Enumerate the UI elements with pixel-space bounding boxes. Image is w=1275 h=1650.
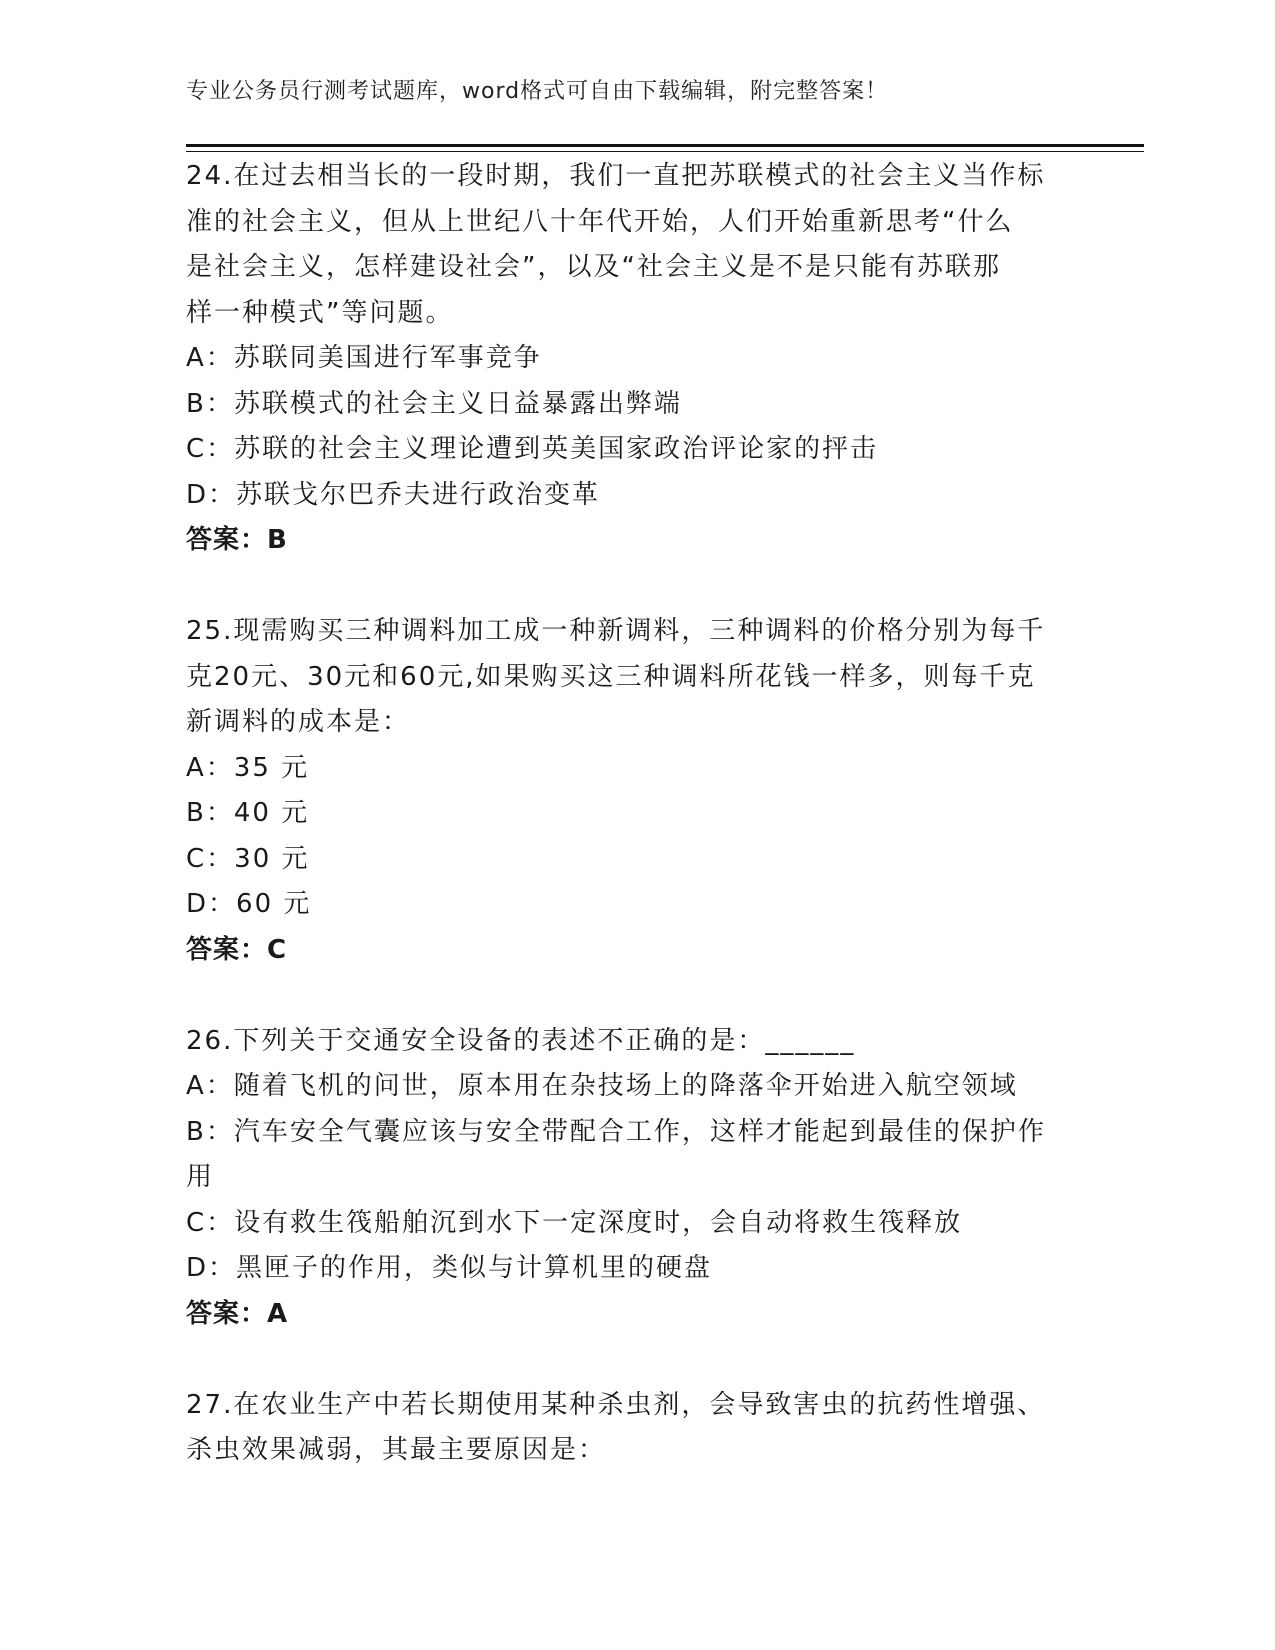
- option-a: A：35 元: [186, 752, 310, 783]
- option-b: B：苏联模式的社会主义日益暴露出弊端: [186, 388, 682, 419]
- option-d: D：苏联戈尔巴乔夫进行政治变革: [186, 479, 601, 510]
- question-24: [186, 154, 1066, 564]
- option-d: D：60 元: [186, 889, 312, 919]
- option-b: B：40 元: [186, 798, 310, 828]
- answer: 答案：C: [186, 934, 288, 965]
- question-stem-line: 准的社会主义，但从上世纪八十年代开始，人们开始重新思考“什么: [186, 206, 1014, 237]
- option-c: C：30 元: [186, 843, 310, 874]
- question-25: [186, 609, 1066, 973]
- header-rule-thin: [186, 151, 1144, 152]
- option-b: B：汽车安全气囊应该与安全带配合工作，这样才能起到最佳的保护作: [186, 1116, 1046, 1147]
- option-c: C：设有救生筏船舶沉到水下一定深度时，会自动将救生筏释放: [186, 1207, 963, 1238]
- question-stem-line: 克20元、30元和60元,如果购买这三种调料所花钱一样多，则每千克: [186, 661, 1036, 692]
- header-rule-thick: [186, 144, 1144, 147]
- answer: 答案：B: [186, 525, 288, 555]
- question-stem-line: 新调料的成本是：: [186, 707, 411, 737]
- question-stem-line: 是社会主义，怎样建设社会”，以及“社会主义是不是只能有苏联那: [186, 252, 1001, 282]
- question-stem-line: 24.在过去相当长的一段时期，我们一直把苏联模式的社会主义当作标: [186, 161, 1046, 191]
- question-stem-line: 样一种模式”等问题。: [186, 297, 454, 328]
- page-header: 专业公务员行测考试题库，word格式可自由下载编辑，附完整答案！: [186, 79, 889, 104]
- option-d: D：黑匣子的作用，类似与计算机里的硬盘: [186, 1253, 713, 1283]
- question-list: [186, 154, 1066, 1474]
- question-27: [186, 1383, 1066, 1474]
- option-a: A：苏联同美国进行军事竞争: [186, 343, 542, 373]
- question-stem-line: 杀虫效果减弱，其最主要原因是：: [186, 1435, 607, 1465]
- question-stem-line: 27.在农业生产中若长期使用某种杀虫剂，会导致害虫的抗药性增强、: [186, 1389, 1046, 1420]
- answer: 答案：A: [186, 1298, 289, 1329]
- question-26: [186, 1019, 1066, 1338]
- question-stem-line: 26.下列关于交通安全设备的表述不正确的是：______: [186, 1025, 856, 1056]
- question-stem-line: 25.现需购买三种调料加工成一种新调料，三种调料的价格分别为每千: [186, 616, 1046, 646]
- option-a: A：随着飞机的问世，原本用在杂技场上的降落伞开始进入航空领域: [186, 1071, 1018, 1101]
- option-b-continued: 用: [186, 1162, 215, 1192]
- option-c: C：苏联的社会主义理论遭到英美国家政治评论家的抨击: [186, 434, 879, 464]
